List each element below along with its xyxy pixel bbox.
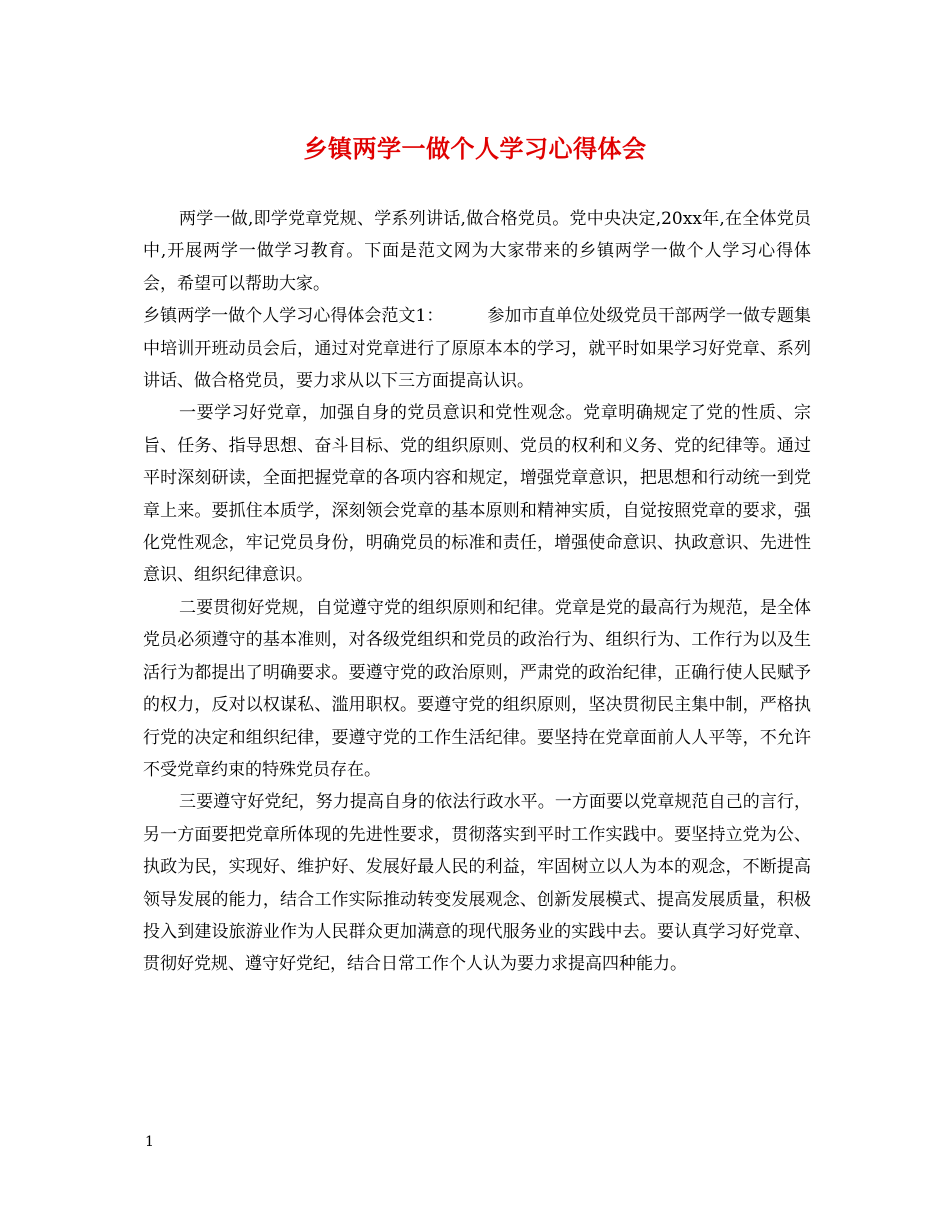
- document-body: [143, 203, 811, 981]
- document-title: 乡镇两学一做个人学习心得体会: [303, 134, 647, 163]
- body-paragraph-2: 二要贯彻好党规，自觉遵守党的组织原则和纪律。党章是党的最高行为规范，是全体党员必须遵守的基本准则，对各级党组织和党员的政治行为、组织行为、工作行为以及生活行为都提出了明确要求。要遵守党的政治原则，严肃党的政治纪律，正确行使人民赋予的权力，反对以权谋私、滥用职权。要遵守党的组织原则，坚决贯彻民主集中制，严格执行党的决定和组织纪律，要遵守党的工作生活纪律。要坚持在党章面前人人平等，不允许不受党章约束的特殊党员存在。: [143, 597, 811, 780]
- body-paragraph-3: 三要遵守好党纪，努力提高自身的依法行政水平。一方面要以党章规范自己的言行，另一方面要把党章所体现的先进性要求，贯彻落实到平时工作实践中。要坚持立党为公、执政为民，实现好、维护好、发展好最人民的利益，牢固树立以人为本的观念，不断提高领导发展的能力，结合工作实际推动转变发展观念、创新发展模式、提高发展质量，积极投入到建设旅游业作为人民群众更加满意的现代服务业的实践中去。要认真学习好党章、贯彻好党规、遵守好党纪，结合日常工作个人认为要力求提高四种能力。: [143, 792, 811, 975]
- sample-paragraph: [143, 300, 811, 397]
- sample-label: 乡镇两学一做个人学习心得体会范文1：: [143, 306, 444, 327]
- intro-paragraph: 两学一做,即学党章党规、学系列讲话,做合格党员。党中央决定,20xx年,在全体党员中,开展两学一做学习教育。下面是范文网为大家带来的乡镇两学一做个人学习心得体会，希望可以帮助大家。: [143, 209, 811, 294]
- page-number: 1: [145, 1134, 154, 1150]
- sample-lead: 参加市直单位处级党员干部两学一做专题集中培训开班动员会后，通过对党章进行了原原本本的学习，就平时如果学习好党章、系列讲话、做合格党员，要力求从以下三方面提高认识。: [143, 306, 811, 392]
- body-paragraph-1: 一要学习好党章，加强自身的党员意识和党性观念。党章明确规定了党的性质、宗旨、任务、指导思想、奋斗目标、党的组织原则、党员的权利和义务、党的纪律等。通过平时深刻研读，全面把握党章的各项内容和规定，增强党章意识，把思想和行动统一到党章上来。要抓住本质学，深刻领会党章的基本原则和精神实质，自觉按照党章的要求，强化党性观念，牢记党员身份，明确党员的标准和责任，增强使命意识、执政意识、先进性意识、组织纪律意识。: [143, 403, 811, 586]
